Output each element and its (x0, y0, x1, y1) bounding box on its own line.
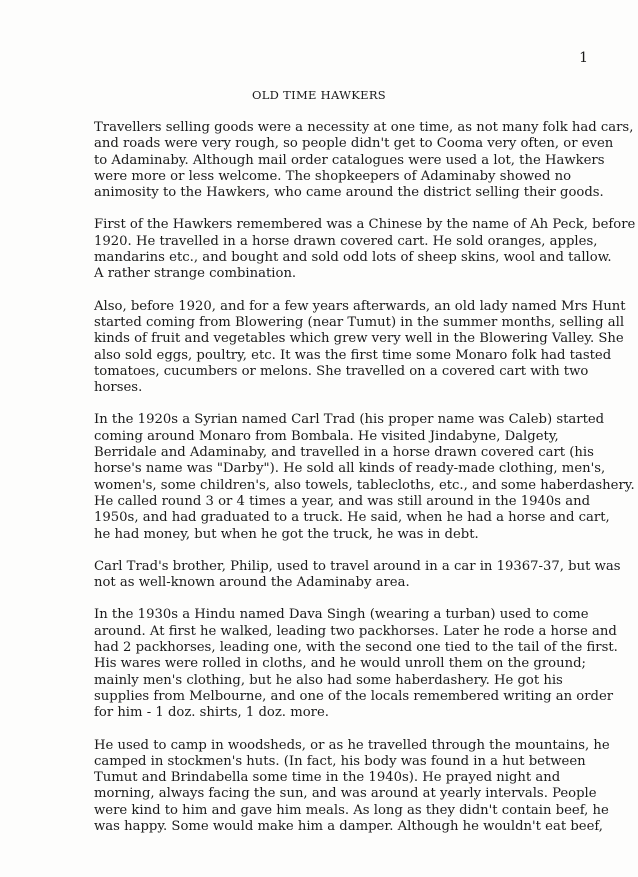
text-line: In the 1920s a Syrian named Carl Trad (his proper name was Caleb) started (94, 412, 605, 428)
text-line: around. At first he walked, leading two packhorses. Later he rode a horse and (94, 623, 617, 639)
paragraph (94, 120, 634, 201)
text-line: animosity to the Hawkers, who came around the district selling their goods. (94, 185, 604, 201)
paragraph (94, 412, 635, 542)
text-line: He used to camp in woodsheds, or as he travelled through the mountains, he (94, 737, 610, 753)
text-line: He called round 3 or 4 times a year, and was still around in the 1940s and (94, 493, 591, 509)
text-line: kinds of fruit and vegetables which grew very well in the Blowering Valley. She (94, 331, 624, 347)
paragraph (94, 217, 636, 282)
text-line: started coming from Blowering (near Tumut) in the summer months, selling all (94, 314, 625, 330)
text-line: His wares were rolled in cloths, and he would unroll them on the ground; (94, 656, 586, 672)
text-line: 1950s, and had graduated to a truck. He said, when he had a horse and cart, (94, 510, 610, 526)
text-line: morning, always facing the sun, and was around at yearly intervals. People (94, 786, 597, 802)
text-line: In the 1930s a Hindu named Dava Singh (wearing a turban) used to come (94, 607, 589, 623)
text-line: 1920. He travelled in a horse drawn covered cart. He sold oranges, apples, (94, 233, 598, 249)
text-line: women's, some children's, also towels, tablecloths, etc., and some haberdashery. (94, 477, 635, 493)
text-line: First of the Hawkers remembered was a Chinese by the name of Ah Peck, before (94, 217, 636, 233)
text-line: horses. (94, 380, 143, 396)
text-line: to Adaminaby. Although mail order catalogues were used a lot, the Hawkers (94, 152, 605, 168)
page-title: OLD TIME HAWKERS (252, 88, 386, 102)
text-line: Berridale and Adaminaby, and travelled in a horse drawn covered cart (his (94, 445, 594, 461)
text-line: tomatoes, cucumbers or melons. She travelled on a covered cart with two (94, 363, 589, 379)
text-line: coming around Monaro from Bombala. He visited Jindabyne, Dalgety, (94, 428, 559, 444)
text-line: Also, before 1920, and for a few years afterwards, an old lady named Mrs Hunt (94, 298, 626, 314)
text-line: and roads were very rough, so people didn't get to Cooma very often, or even (94, 136, 614, 152)
text-line: were kind to him and gave him meals. As long as they didn't contain beef, he (94, 802, 609, 818)
text-line: had 2 packhorses, leading one, with the second one tied to the tail of the first. (94, 640, 618, 656)
text-line: A rather strange combination. (94, 266, 297, 282)
text-line: were more or less welcome. The shopkeepers of Adaminaby showed no (94, 168, 572, 184)
text-line: mandarins etc., and bought and sold odd lots of sheep skins, wool and tallow. (94, 250, 612, 266)
text-line: mainly men's clothing, but he also had some haberdashery. He got his (94, 672, 563, 688)
text-line: camped in stockmen's huts. (In fact, his body was found in a hut between (94, 753, 586, 769)
paragraph (94, 298, 626, 397)
document-body (94, 120, 636, 851)
paragraph (94, 737, 610, 836)
text-line: supplies from Melbourne, and one of the locals remembered writing an order (94, 688, 614, 704)
text-line: for him - 1 doz. shirts, 1 doz. more. (94, 705, 329, 721)
text-line: Tumut and Brindabella some time in the 1940s). He prayed night and (94, 770, 561, 786)
text-line: Travellers selling goods were a necessity at one time, as not many folk had cars, (94, 120, 634, 135)
paragraph (94, 607, 618, 721)
page-number: 1 (579, 50, 588, 66)
text-line: horse's name was "Darby"). He sold all kinds of ready-made clothing, men's, (94, 461, 606, 477)
text-line: Carl Trad's brother, Philip, used to travel around in a car in 19367-37, but was (94, 558, 621, 574)
text-line: also sold eggs, poultry, etc. It was the first time some Monaro folk had tasted (94, 347, 612, 363)
text-line: was happy. Some would make him a damper. Although he wouldn't eat beef, (94, 818, 603, 834)
text-line: he had money, but when he got the truck, he was in debt. (94, 526, 479, 542)
text-line: not as well-known around the Adaminaby area. (94, 575, 410, 591)
paragraph (94, 558, 621, 592)
